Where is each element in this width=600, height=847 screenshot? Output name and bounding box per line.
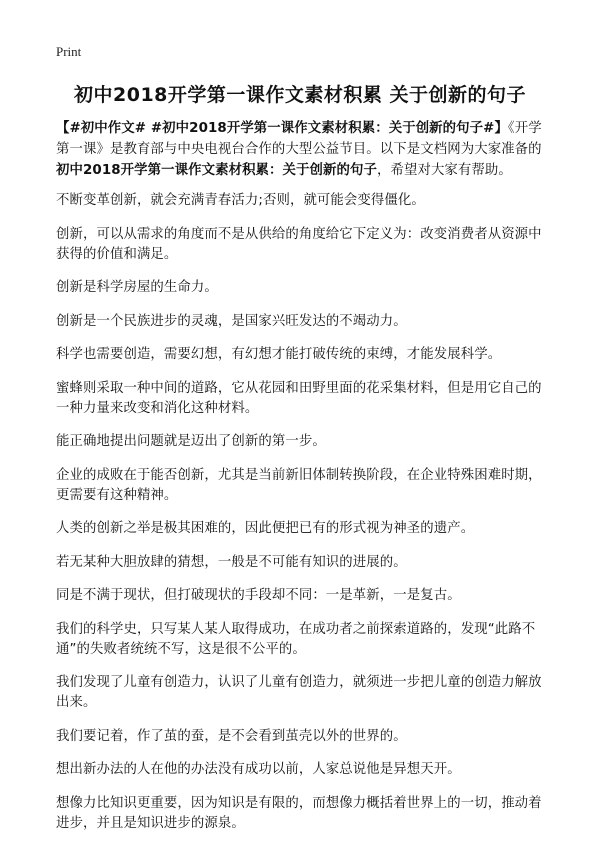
quote-paragraph: 我们要记着，作了茧的蚕，是不会看到茧壳以外的世界的。 bbox=[56, 728, 407, 744]
intro-tag: 【#初中作文# #初中2018开学第一课作文素材积累：关于创新的句子#】 bbox=[56, 121, 508, 136]
quote-paragraph: 人类的创新之举是极其困难的，因此便把已有的形式视为神圣的遗产。 bbox=[56, 521, 475, 536]
quote-paragraph: 创新是一个民族进步的灵魂，是国家兴旺发达的不竭动力。 bbox=[56, 313, 407, 329]
quote-paragraph: 能正确地提出问题就是迈出了创新的第一步。 bbox=[56, 434, 326, 449]
article-body bbox=[56, 118, 552, 847]
quote-paragraph: 蜜蜂则采取一种中间的道路，它从花园和田野里面的花采集材料，但是用它自己的一种力量来改变和消化这种材料。 bbox=[56, 380, 542, 416]
quote-paragraph: 不断变革创新，就会充满青春活力;否则，就可能会变得僵化。 bbox=[56, 193, 425, 208]
intro-bold-title: 初中2018开学第一课作文素材积累：关于创新的句子 bbox=[56, 163, 377, 178]
quote-paragraph: 想像力比知识更重要，因为知识是有限的，而想像力概括着世界上的一切，推动着进步，并且是知识进步的源泉。 bbox=[56, 795, 542, 831]
quote-paragraph: 我们发现了儿童有创造力，认识了儿童有创造力，就须进一步把儿童的创造力解放出来。 bbox=[56, 675, 542, 710]
intro-text: 《开学第一课》是教育部与中央电视台合作的大型公益节目。以下是文档网为大家准备的 bbox=[56, 121, 542, 157]
print-link[interactable]: Print bbox=[56, 44, 82, 59]
intro-paragraph bbox=[56, 118, 552, 181]
page-title: 初中2018开学第一课作文素材积累 关于创新的句子 bbox=[74, 84, 526, 106]
quote-paragraph: 创新，可以从需求的角度而不是从供给的角度给它下定义为：改变消费者从资源中获得的价值和满足。 bbox=[56, 226, 542, 262]
quote-paragraph: 同是不满于现状，但打破现状的手段却不同：一是革新，一是复古。 bbox=[56, 588, 461, 603]
intro-text-end: ，希望对大家有帮助。 bbox=[376, 163, 512, 178]
quote-paragraph: 我们的科学史，只写某人某人取得成功，在成功者之前探索道路的，发现“此路不通”的失败者统统不写，这是很不公平的。 bbox=[56, 621, 536, 657]
quote-paragraph: 科学也需要创造，需要幻想，有幻想才能打破传统的束缚，才能发展科学。 bbox=[56, 347, 502, 362]
quote-paragraph: 企业的成败在于能否创新，尤其是当前新旧体制转换阶段，在企业特殊困难时期，更需要有这种精神。 bbox=[56, 467, 542, 503]
quote-paragraph: 若无某种大胆放肆的猜想，一般是不可能有知识的进展的。 bbox=[56, 554, 407, 570]
quote-paragraph: 想出新办法的人在他的办法没有成功以前，人家总说他是异想天开。 bbox=[56, 762, 461, 777]
quote-paragraph: 创新是科学房屋的生命力。 bbox=[56, 280, 218, 295]
